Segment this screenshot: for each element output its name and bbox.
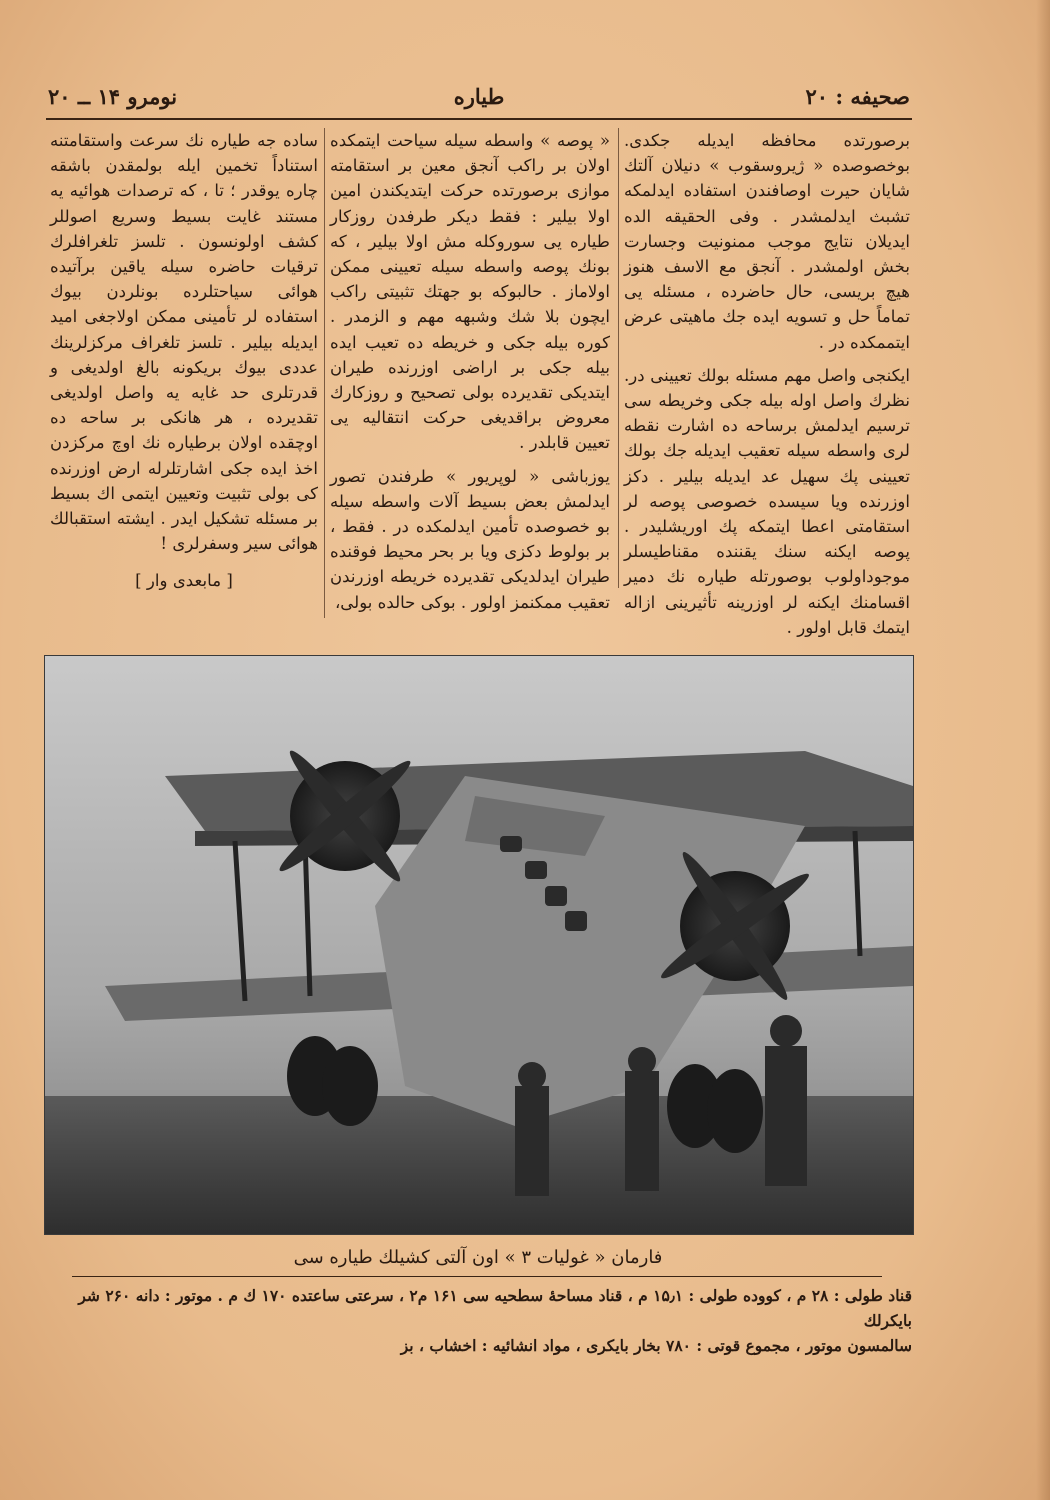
spec-line: قناد طولی : ۲۸ م ، کووده طولی : ۱۵٫۱ م ، قناد مساحهٔ سطحیه سی ۱۶۱ م۲ ، سرعتی ساعتده ۱۷۰ ك م . موتور : دانه ۲۶۰ شر بایکرلك xyxy=(78,1286,912,1330)
aircraft-specifications xyxy=(44,1283,912,1358)
header-rule xyxy=(46,118,912,120)
page-number: صحیفه : ۲۰ xyxy=(805,84,910,109)
paragraph: « پوصه » واسطه سیله سیاحت ایتمکده اولان بر راکب آنجق معین بر استقامته موازی برصورتده حرکت ایتدیکندن امین اولا بیلیر : فقط دیکر طرفدن روزکار طیاره یی سوروکله مش اولا بیلیر ، که بونك پوصه واسطه سیله تعیینی ممکن اولاماز . حالبوکه بو جهتك تثبیتی راکب ایچون بلا شك وشبهه مهم و الزمدر . کوره بیله جکی و خریطه ده تعیب ایده بیله جکی بر اراضی اوزرنده طیران ایتدیکی تقدیرده بولی تصحیح و روزکارك معروض براقدیغی حرکت انتقالیه یی تعیین قابلدر . xyxy=(330,131,610,453)
text-column-left xyxy=(50,128,318,594)
issue-number: نومرو ۱۴ ــ ۲۰ xyxy=(48,84,178,109)
column-divider xyxy=(324,128,325,618)
text-column-middle xyxy=(330,128,610,623)
caption-rule xyxy=(72,1276,882,1277)
journal-title: طیاره xyxy=(453,84,505,109)
paragraph: برصورتده محافظه ایدیله جکدی. بوخصوصده « ژیروسقوب » دنیلان آلتك شایان حیرت اوصافندن استفاده ایدلمکه تشبث ایدلمشدر . وفی الحقیقه الده ایدیلان نتایج موجب ممنونیت وجسارت بخش اولمشدر . آنجق مع الاسف هنوز هیچ بریسی، حال حاضرده ، مسئله یی تماماً حل و تسویه ایده جك ماهیتی عرض ایتممکده در . xyxy=(624,131,910,352)
continued-note: [ مابعدی وار ] xyxy=(135,571,233,591)
column-divider xyxy=(618,128,619,588)
photo-caption: فارمان « غولیات ۳ » اون آلتی کشیلك طیاره سی xyxy=(293,1247,663,1268)
paragraph: ساده جه طیاره نك سرعت واستقامتنه استناداً تخمین ایله بولمقدن باشقه چاره یوقدر ؛ تا ، که ترصدات هوائیه یه مستند غایت بسیط وسریع اصوللر کشف اولونسون . تلسز تلغرافلرك ترقیات حاضره سیله یاقین برآتیده هوائی سیاحتلرده بونلردن بیوك استفاده لر تأمینی ممکن اولاجغی امید ایدیله بیلیر . تلسز تلغراف مرکزلرینك عددی بیوك بریکونه بالغ اولدیغی و قدرتلری حد غایه یه واصل اولدیغی تقدیرده ، هر هانکی بر ساحه ده اوچقده اولان برطیاره نك اوچ مرکزدن اخذ ایده جکی اشارتلرله ارض اوزرنده کی بولی تثبیت وتعیین ایتمی اك بسیط بر مسئله تشکیل ایدر . ایشته استقبالك هوائی سیر وسفرلری ! xyxy=(50,131,318,554)
page-edge-shadow xyxy=(1036,0,1050,1500)
text-column-right xyxy=(624,128,910,648)
biplane-illustration xyxy=(45,656,913,1234)
airplane-photo xyxy=(44,655,914,1235)
paragraph: یوزباشی « لوپریور » طرفندن تصور ایدلمش بعض بسیط آلات واسطه سیله بو خصوصده تأمین ایدلمکده در . فقط ، بر بولوط دکزی ویا بر بحر محیط فوقنده طیران ایدلدیکی تقدیرده خریطه اوزرندن تعقیب ممکنمز اولور . بوکی حالده بولی، xyxy=(330,466,610,612)
paragraph: ایکنجی واصل مهم مسئله بولك تعیینی در. نظرك واصل اوله بیله جکی وخریطه سی ترسیم ایدلمش برساحه ده اشارت نقطه لری واسطه سیله تعقیب ایدیله جك بولك تعیینی پك سهیل عد ایدیله بیلیر . دکز اوزرنده ویا سیسده خصوصی پوصه لر استقامتی اعطا ایتمکه پك اوریشلیدر . پوصه ایکنه سنك یقننده مقناطیسلر موجوداولوب بوصورتله طیاره نك دمیر اقسامنك ایکنه لر اوزرینه تأثیرینی ازاله ایتمك قابل اولور . xyxy=(624,365,910,637)
page-header xyxy=(48,78,910,118)
spec-line: سالمسون موتور ، مجموع قوتی : ۷۸۰ بخار بایکری ، مواد انشائیه : اخشاب ، بز xyxy=(400,1336,912,1355)
